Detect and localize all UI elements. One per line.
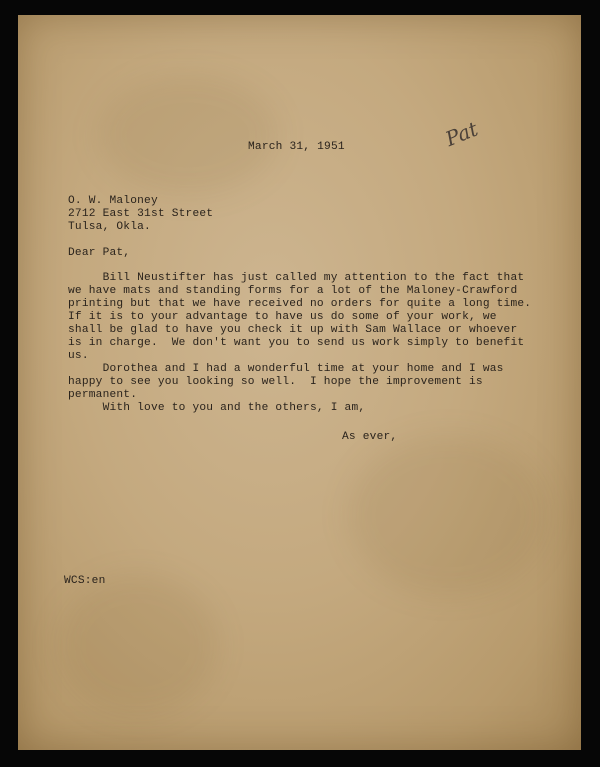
paragraph-line: shall be glad to have you check it up with Sam Wallace or whoever	[68, 324, 518, 336]
paper-stain	[58, 575, 218, 715]
recipient-street: 2712 East 31st Street	[68, 208, 214, 220]
recipient-city: Tulsa, Okla.	[68, 221, 151, 233]
paragraph-line: Dorothea and I had a wonderful time at your home and I was	[68, 363, 504, 375]
recipient-name: O. W. Maloney	[68, 195, 158, 207]
salutation: Dear Pat,	[68, 247, 131, 259]
paragraph-line: permanent.	[68, 389, 138, 401]
handwritten-note: Pat	[442, 116, 482, 151]
paragraph-line: us.	[68, 350, 89, 362]
body-paragraph-3: With love to you and the others, I am,	[68, 402, 366, 414]
reference-initials: WCS:en	[64, 575, 106, 587]
letter-date: March 31, 1951	[248, 141, 345, 153]
letter-page	[18, 15, 581, 750]
paragraph-line: printing but that we have received no orders for quite a long time.	[68, 298, 532, 310]
paragraph-line: Bill Neustifter has just called my attention to the fact that	[68, 272, 525, 284]
paper-stain	[98, 75, 278, 195]
paragraph-line: happy to see you looking so well. I hope the improvement is	[68, 376, 483, 388]
paper-stain	[348, 435, 548, 595]
paragraph-line: If it is to your advantage to have us do some of your work, we	[68, 311, 497, 323]
paragraph-line: we have mats and standing forms for a lot of the Maloney-Crawford	[68, 285, 518, 297]
paragraph-line: is in charge. We don't want you to send us work simply to benefit	[68, 337, 525, 349]
closing: As ever,	[342, 431, 398, 443]
